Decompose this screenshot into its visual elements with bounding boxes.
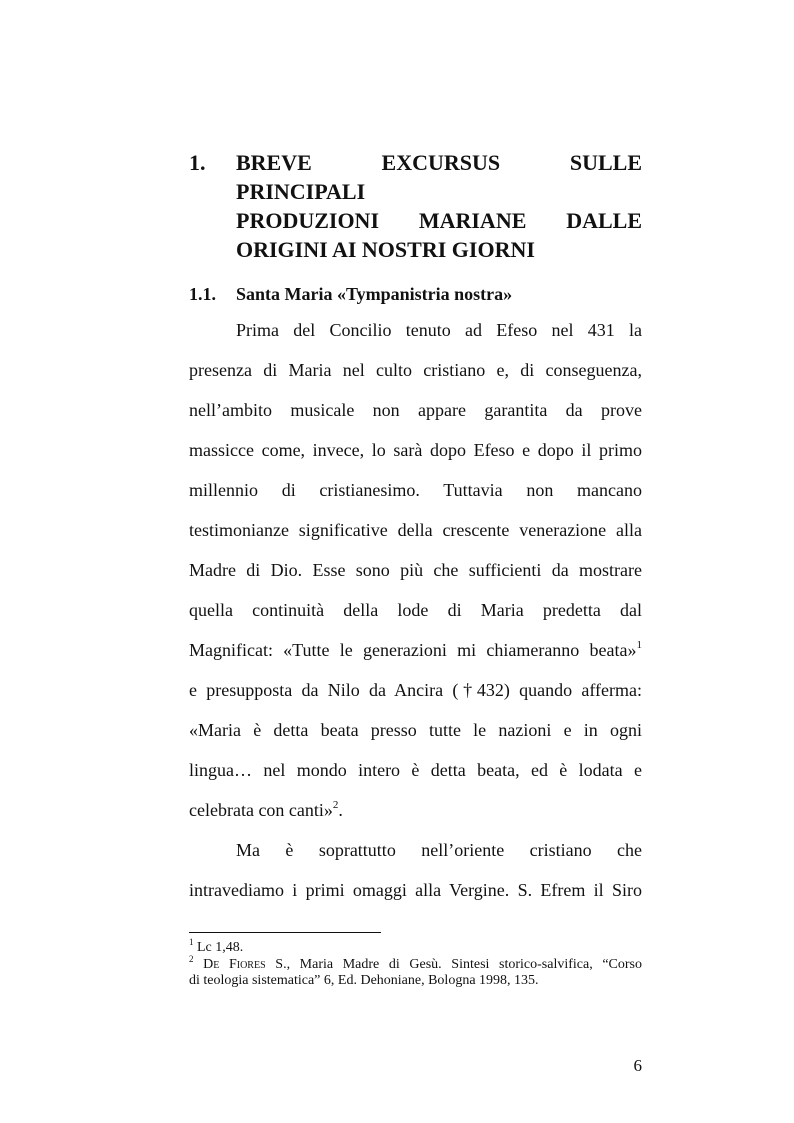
chapter-title-line: BREVE EXCURSUS SULLE PRINCIPALI: [236, 150, 642, 204]
body-line: quella continuità della lode di Maria predetta dal: [189, 600, 642, 620]
body-line: e presupposta da Nilo da Ancira (†432) quando afferma:: [189, 680, 642, 700]
body-line: Prima del Concilio tenuto ad Efeso nel 431 la: [236, 320, 642, 340]
body-line: presenza di Maria nel culto cristiano e, di conseguenza,: [189, 360, 642, 380]
footnote-mark: 2: [189, 954, 194, 964]
body-line-period: .: [338, 800, 343, 820]
body-line: intravediamo i primi omaggi alla Vergine. S. Efrem il Siro: [189, 880, 642, 900]
chapter-title-line: ORIGINI AI NOSTRI GIORNI: [236, 237, 535, 262]
body-line-with-note: [189, 798, 642, 822]
body-line: testimonianze significative della crescente venerazione alla: [189, 520, 642, 540]
footnote-separator: [189, 932, 381, 933]
footnote-mark: 1: [189, 937, 194, 947]
footnote-reference: 2: [332, 799, 339, 811]
page-number: 6: [633, 1056, 642, 1075]
body-line: «Maria è detta beata presso tutte le nazioni e in ogni: [189, 720, 642, 740]
body-line: lingua… nel mondo intero è detta beata, ed è lodata e: [189, 760, 642, 780]
body-line-text: Magnificat: «Tutte le generazioni mi chiameranno beata»: [189, 640, 637, 660]
footnote-text: S., Maria Madre di Gesù. Sintesi storico-salvifica, “Corso: [265, 957, 642, 972]
body-line: millennio di cristianesimo. Tuttavia non mancano: [189, 480, 642, 500]
footnote-2: [189, 954, 642, 989]
body-line: Ma è soprattutto nell’oriente cristiano che: [236, 840, 642, 860]
body-line: Madre di Dio. Esse sono più che sufficienti da mostrare: [189, 560, 642, 580]
body-line-text: celebrata con canti»: [189, 800, 333, 820]
chapter-title-line: PRODUZIONI MARIANE DALLE: [236, 208, 642, 233]
body-line: nell’ambito musicale non appare garantita da prove: [189, 400, 642, 420]
section-number: 1.1.: [189, 284, 216, 304]
footnote-1: [189, 937, 642, 956]
section-title: Santa Maria «Tympanistria nostra»: [236, 284, 513, 304]
footnote-text-continued: di teologia sistematica” 6, Ed. Dehoniane, Bologna 1998, 135.: [189, 973, 539, 988]
footnote-text: Lc 1,48.: [197, 940, 244, 955]
chapter-title: [236, 148, 642, 264]
body-line: massicce come, invece, lo sarà dopo Efeso e dopo il primo: [189, 440, 642, 460]
footnote-reference: 1: [636, 639, 642, 651]
chapter-number: 1.: [189, 150, 206, 175]
footnote-author: De Fiores: [203, 957, 266, 972]
body-line-with-note: [189, 638, 642, 662]
